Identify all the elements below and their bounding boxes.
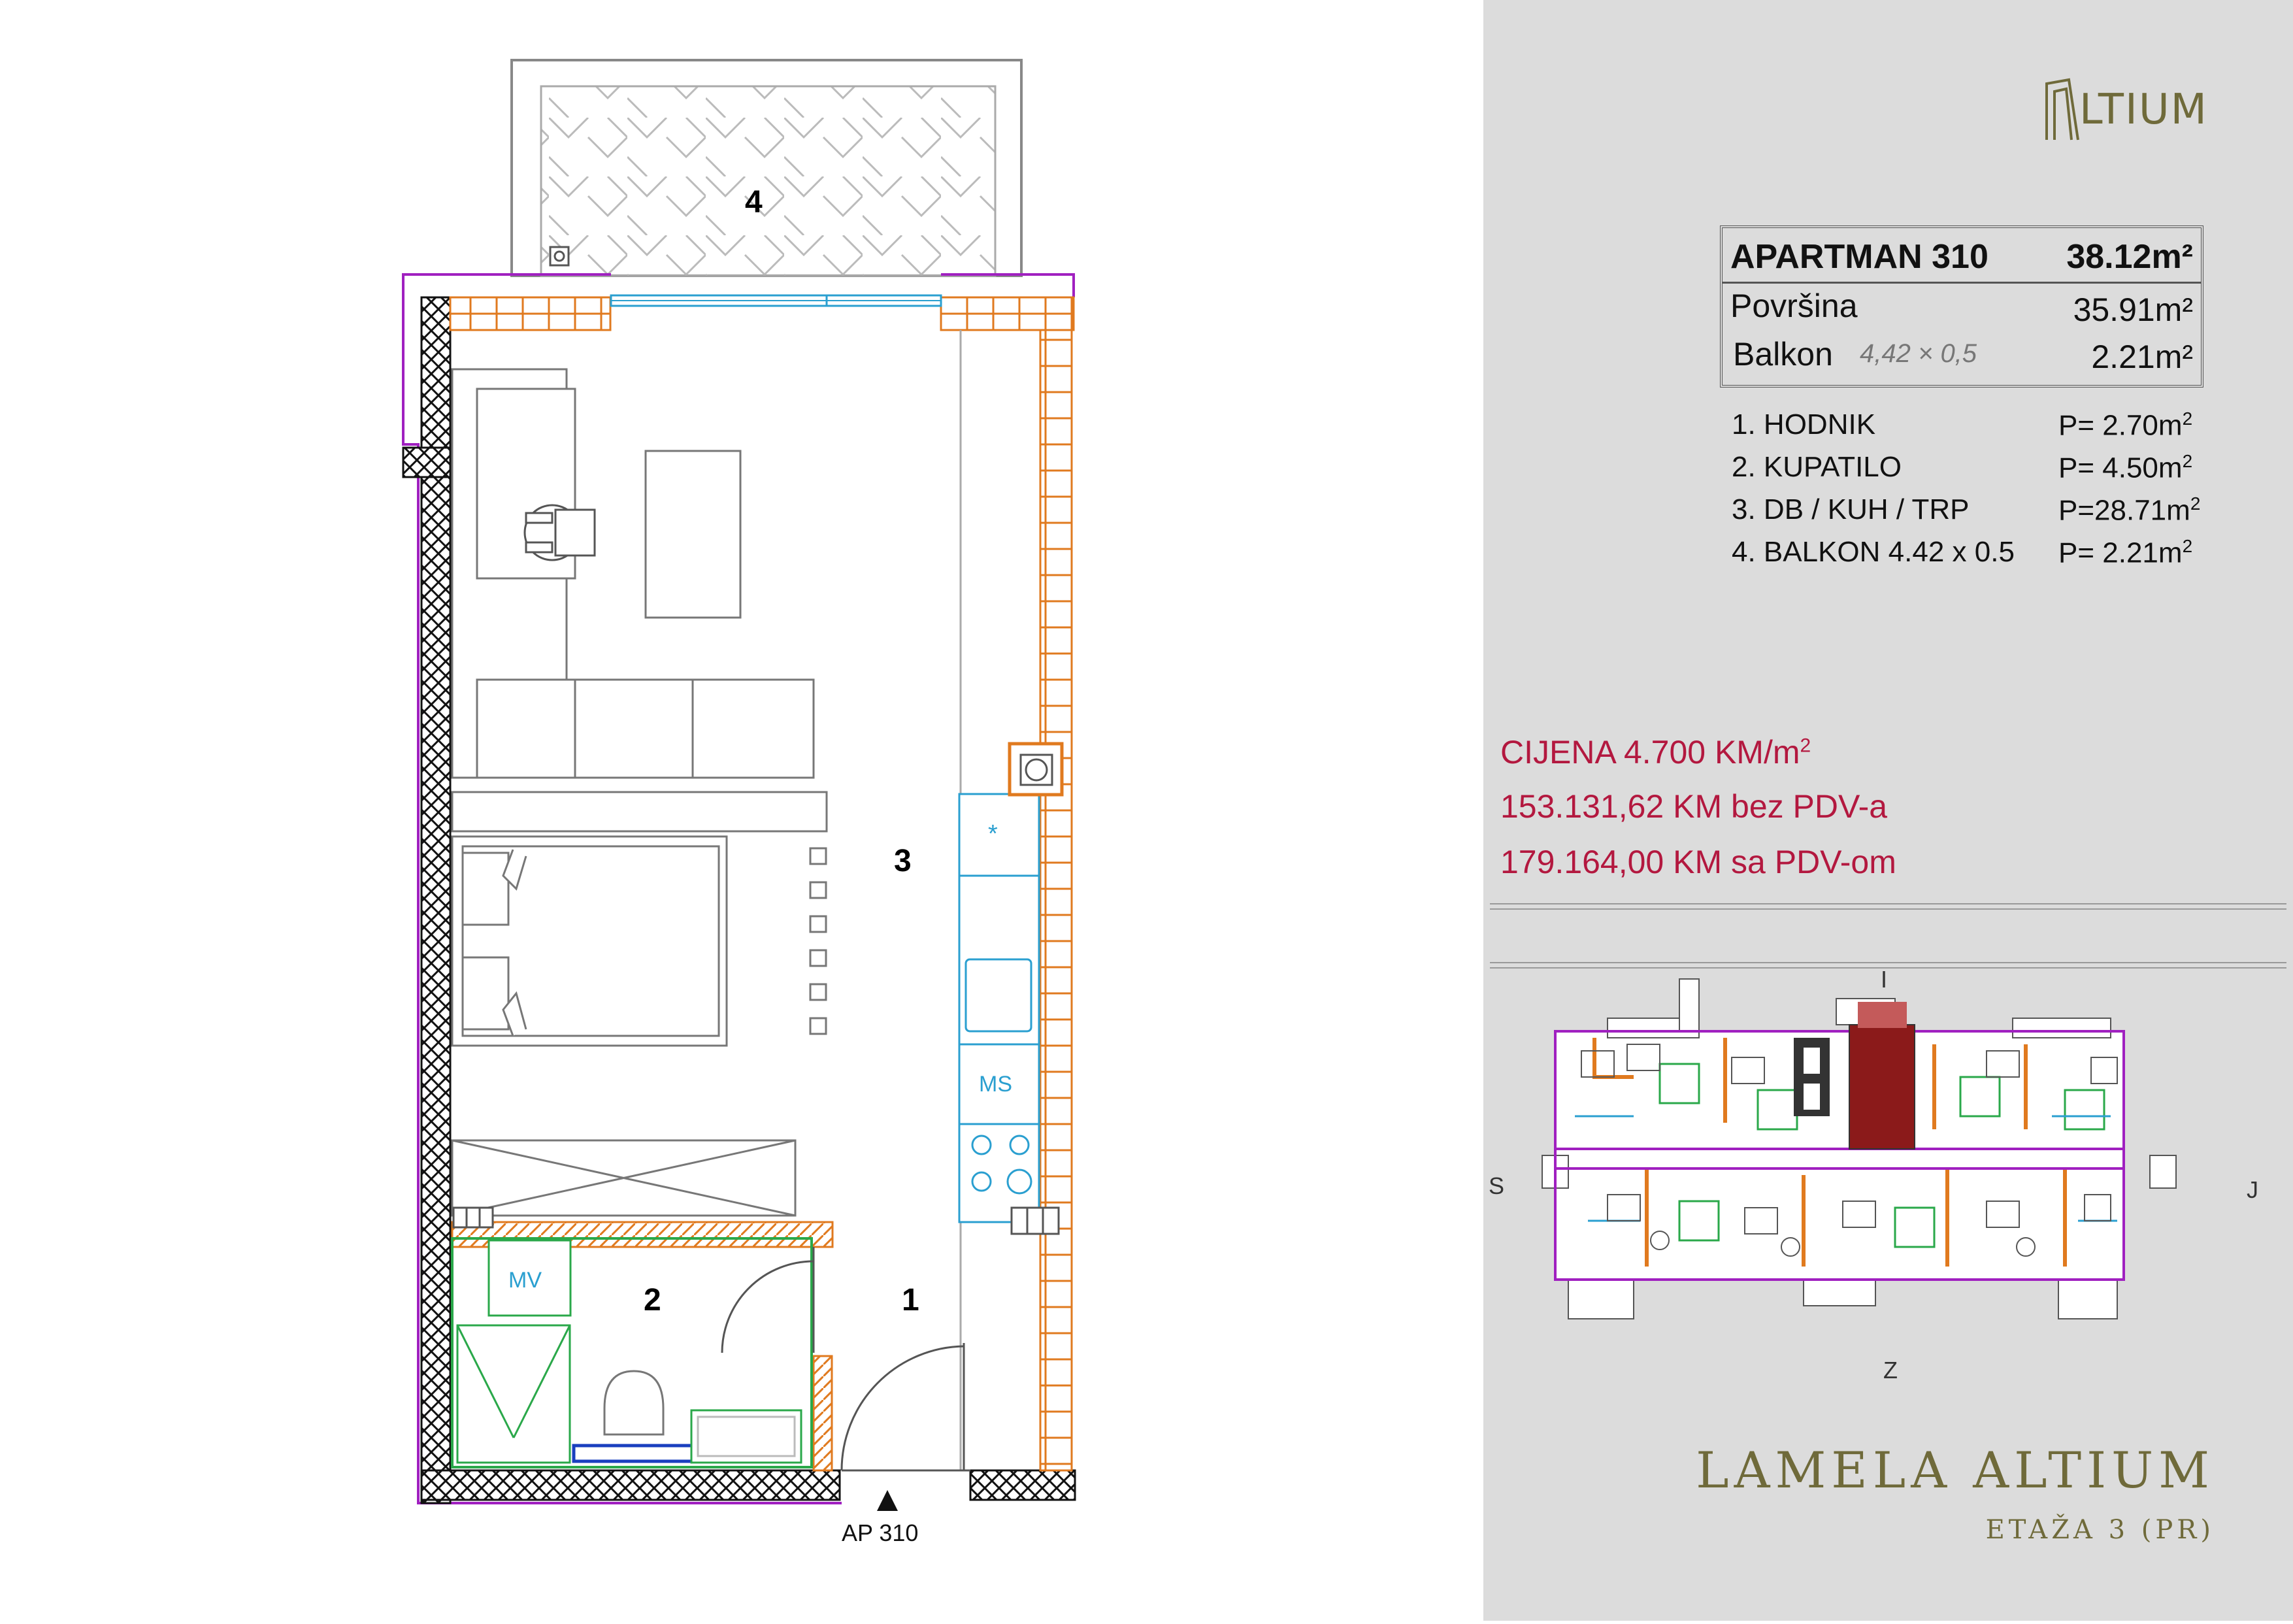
room-name: 3. DB / KUH / TRP [1732, 493, 1970, 525]
apartment-title: APARTMAN 310 [1730, 238, 1988, 276]
divider [1490, 903, 2286, 910]
highlighted-apartment [1849, 1025, 1915, 1149]
bathroom-door [722, 1247, 814, 1353]
wardrobe [452, 1140, 795, 1216]
info-panel [1483, 0, 2293, 1621]
room-area: $P= 2.21m^2$ [2058, 536, 2193, 569]
washbasin [691, 1410, 801, 1463]
top-wall-left [450, 297, 610, 330]
logo-text: LTIUM [2079, 86, 2208, 134]
entrance-label: AP 310 [842, 1519, 919, 1546]
coffee-table [646, 451, 740, 618]
footer-subtitle: ETAŽA 3 (PR) [1985, 1515, 2215, 1545]
bathroom-right-wall [814, 1356, 832, 1470]
bed [452, 837, 727, 1046]
price-without-vat: 153.131,62 KM bez PDV-a [1500, 788, 1888, 825]
keyplan-south-label: Z [1883, 1357, 1898, 1384]
balcony-window [611, 295, 941, 306]
entrance-door[interactable] [842, 1343, 970, 1470]
surface-value: 35.91m² [2073, 291, 2193, 328]
room-name: 2. KUPATILO [1732, 451, 1902, 483]
price-per-m2: CIJENA 4.700 $KM/m^2$ [1500, 734, 1811, 771]
footer-title: LAMELA ALTIUM [1696, 1441, 2215, 1499]
room-area: $P=28.71m^2$ [2058, 493, 2201, 527]
keyplan-west-label: S [1489, 1172, 1505, 1199]
room-label-living: 3 [894, 844, 912, 878]
toilet [574, 1371, 693, 1461]
balcony [512, 60, 1021, 276]
brand-logo [2043, 77, 2208, 142]
room-label-bathroom: 2 [644, 1283, 661, 1317]
bottom-wall-left [421, 1470, 840, 1500]
building-key-plan [1529, 959, 2222, 1378]
chimney-vent [1010, 744, 1062, 795]
balcony-value: 2.21m² [2091, 339, 2193, 375]
armchair [525, 505, 595, 560]
entrance-arrow [877, 1490, 898, 1511]
surface-label: Površina [1730, 288, 1858, 324]
keyplan-east-label: J [2247, 1176, 2258, 1203]
fridge-label: * [988, 820, 998, 848]
sofa [452, 369, 814, 778]
balcony-dimensions: 4,42 × 0,5 [1860, 339, 1977, 368]
microwave-label: MS [979, 1072, 1012, 1097]
left-exterior-wall [421, 297, 450, 1503]
shower [457, 1325, 570, 1463]
room-label-balcony: 4 [745, 185, 763, 220]
right-wall [1040, 330, 1072, 1470]
room-area: $P= 2.70m^2$ [2058, 408, 2193, 442]
washing-machine-label: MV [508, 1268, 542, 1293]
left-wall-jog [403, 448, 450, 477]
ventilation-box [454, 1208, 493, 1227]
dashed-column-markers [810, 848, 826, 1034]
apartment-summary-table [1720, 225, 2203, 388]
bottom-wall-right [970, 1470, 1075, 1500]
room-name: 4. BALKON 4.42 x 0.5 [1732, 536, 2015, 568]
apartment-total-area: 38.12m² [2066, 238, 2193, 276]
apartment-header-row [1723, 228, 2201, 284]
room-divider [452, 792, 827, 831]
altium-logo-icon [2043, 77, 2082, 142]
top-wall-right [941, 297, 1074, 330]
balcony-label: Balkon [1733, 336, 1833, 373]
room-name: 1. HODNIK [1732, 408, 1876, 440]
keyplan-north-label: I [1881, 966, 1888, 993]
kitchen-counter [959, 794, 1039, 1222]
room-label-hallway: 1 [902, 1283, 919, 1317]
price-with-vat: 179.164,00 KM sa PDV-om [1500, 844, 1896, 880]
room-area: $P= 4.50m^2$ [2058, 451, 2193, 484]
kitchen-outlet [1012, 1208, 1059, 1234]
